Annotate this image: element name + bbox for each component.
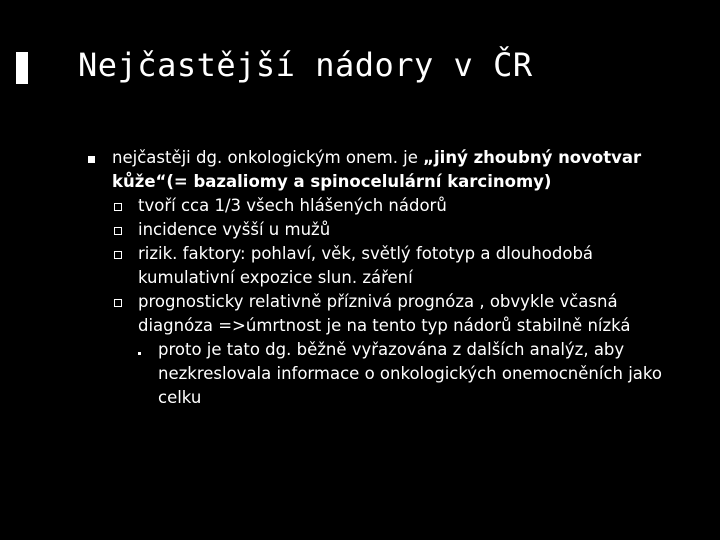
bullet-text: incidence vyšší u mužů [138, 220, 331, 239]
hollow-square-bullet-icon [114, 194, 122, 218]
bullet-level2 [88, 242, 688, 290]
bullet-level2 [88, 194, 688, 218]
bullet-level3 [88, 338, 688, 410]
dot-bullet-icon [138, 338, 141, 362]
bullet-level1 [88, 146, 688, 194]
bullet-text: rizik. faktory: pohlaví, věk, světlý fototyp a dlouhodobá kumulativní expozice slun. záření [138, 244, 594, 287]
slide-title: Nejčastější nádory v ČR [78, 46, 533, 84]
bullet-text-bold: „jiný zhoubný novotvar kůže“(= bazaliomy a spinocelulární karcinomy) [112, 148, 642, 191]
bullet-level2 [88, 218, 688, 242]
slide-content [88, 146, 688, 410]
filled-square-bullet-icon [88, 146, 95, 170]
hollow-square-bullet-icon [114, 290, 122, 314]
bullet-level2 [88, 290, 688, 338]
title-accent-bar [16, 52, 28, 84]
bullet-text-plain: nejčastěji dg. onkologickým onem. je [112, 148, 424, 167]
bullet-text: proto je tato dg. běžně vyřazována z dalších analýz, aby nezkreslovala informace o onkologických onemocněních jako celku [158, 340, 662, 407]
hollow-square-bullet-icon [114, 218, 122, 242]
bullet-text: prognosticky relativně příznivá prognóza , obvykle včasná diagnóza =>úmrtnost je na tento typ nádorů stabilně nízká [138, 292, 631, 335]
hollow-square-bullet-icon [114, 242, 122, 266]
bullet-text: tvoří cca 1/3 všech hlášených nádorů [138, 196, 447, 215]
